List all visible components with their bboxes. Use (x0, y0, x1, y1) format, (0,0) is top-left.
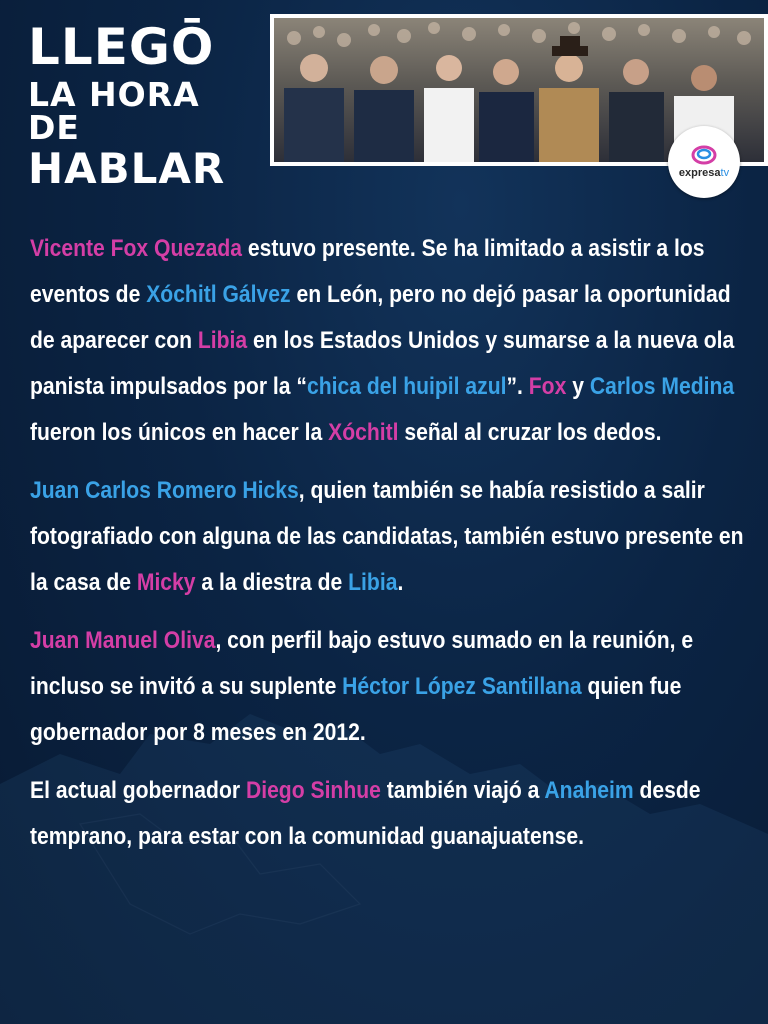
name-highlight: Xóchitl Gálvez (146, 281, 291, 308)
paragraph-text: , quien también se había resistido a salir fotografiado con alguna de las candidatas, también estuvo presente en la casa de (30, 477, 744, 596)
paragraph-text: en los Estados Unidos y sumarse a la nueva ola panista impulsados por la “ (30, 327, 735, 400)
name-highlight: Diego Sinhue (245, 777, 381, 804)
name-highlight: Vicente Fox Quezada (30, 235, 243, 262)
paragraph-text: , con perfil bajo estuvo sumado en la reunión, e incluso se invitó a su suplente (30, 627, 694, 700)
logo-line-2: LA HORA DE (28, 75, 200, 147)
name-highlight: Carlos Medina (589, 373, 735, 400)
paragraph-1 (30, 226, 750, 456)
name-highlight: Libia (348, 569, 398, 596)
name-highlight: Juan Manuel Oliva (30, 627, 216, 654)
phrase-highlight: chica del huipil azul (306, 373, 507, 400)
name-highlight: Libia (197, 327, 248, 354)
brand-name: expresa (678, 167, 721, 179)
name-highlight: Juan Carlos Romero Hicks (30, 477, 299, 504)
paragraph-text: . (397, 569, 404, 596)
paragraph-text: El actual gobernador (30, 777, 246, 804)
name-highlight: Xóchitl (328, 419, 399, 446)
paragraph-text: y (566, 373, 590, 400)
expresatv-logo (668, 126, 740, 198)
paragraph-text: estuvo presente. Se ha limitado a asistir a los eventos de (30, 235, 705, 308)
paragraph-text: señal al cruzar los dedos. (398, 419, 662, 446)
paragraph-3 (30, 618, 750, 756)
name-highlight: Micky (136, 569, 196, 596)
paragraph-2 (30, 468, 750, 606)
brand-text (679, 167, 729, 179)
name-highlight: Héctor López Santillana (342, 673, 582, 700)
paragraph-text: ”. (506, 373, 529, 400)
paragraph-text: desde temprano, para estar con la comunidad guanajuatense. (30, 777, 701, 850)
paragraph-text: en León, pero no dejó pasar la oportunidad de aparecer con (30, 281, 731, 354)
name-highlight: Fox (528, 373, 567, 400)
place-highlight: Anaheim (544, 777, 634, 804)
paragraph-text: también viajó a (380, 777, 545, 804)
logo-line-1: LLEGŌ (28, 18, 215, 76)
swirl-icon (691, 145, 717, 165)
show-logo (28, 18, 253, 193)
paragraph-text: quien fue gobernador por 8 meses en 2012. (30, 673, 682, 746)
logo-line-3: HABLAR (28, 144, 226, 193)
brand-suffix: tv (720, 167, 730, 179)
paragraph-text: fueron los únicos en hacer la (30, 419, 329, 446)
paragraph-text: a la diestra de (195, 569, 349, 596)
article-body (30, 226, 750, 872)
paragraph-4 (30, 768, 750, 860)
